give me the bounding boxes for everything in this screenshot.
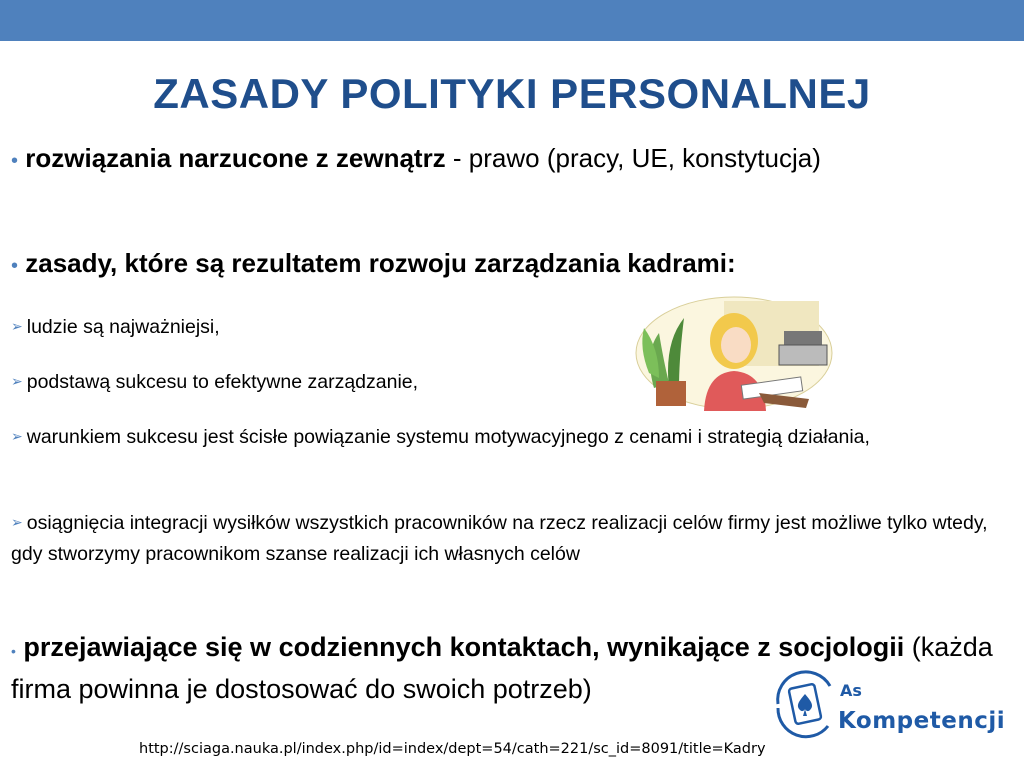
source-url[interactable]: http://sciaga.nauka.pl/index.php/id=index/dept=54/cath=221/sc_id=8091/title=Kadry [139,741,766,757]
sub-item-text: ludzie są najważniejsi, [26,316,220,338]
sub-item [11,422,1011,453]
arrow-bullet-icon: ➢ [11,428,23,444]
office-woman-clipart [634,293,834,413]
bullet-1-bold: rozwiązania narzucone z zewnątrz [25,143,446,173]
bullet-dot-icon: • [11,150,19,172]
bullet-2-bold: zasady, które są rezultatem rozwoju zarządzania kadrami: [25,248,736,278]
bullet-1-text: - prawo (pracy, UE, konstytucja) [445,143,821,173]
bullet-3-bold: przejawiające się w codziennych kontaktach, wynikające z socjologii [23,632,905,662]
arrow-bullet-icon: ➢ [11,373,23,389]
sub-item [11,312,611,343]
bullet-2 [11,247,1011,280]
sub-item-text: warunkiem sukcesu jest ścisłe powiązanie systemu motywacyjnego z cenami i strategią działania, [26,426,870,448]
sub-item-text: osiągnięcia integracji wysiłków wszystkich pracowników na rzecz realizacji celów firmy jest możliwe tylko wtedy, gdy stworzymy pracownikom szanse realizacji ich własnych celów [11,512,988,565]
arrow-bullet-icon: ➢ [11,318,23,334]
bullet-1 [11,140,911,180]
sub-item [11,367,611,398]
top-accent-bar [0,0,1024,41]
svg-text:As: As [840,681,862,700]
bullet-3-text: (każda firma powinna je dostosować do swoich potrzeb) [11,632,993,704]
slide-title: ZASADY POLITYKI PERSONALNEJ [153,70,871,117]
logo-text: Kompetencji [838,708,1006,734]
sub-item-text: podstawą sukcesu to efektywne zarządzanie, [26,371,419,393]
bullet-dot-icon: • [11,643,16,659]
sub-item [11,508,1011,569]
arrow-bullet-icon: ➢ [11,514,23,530]
bullet-dot-icon: • [11,255,19,277]
